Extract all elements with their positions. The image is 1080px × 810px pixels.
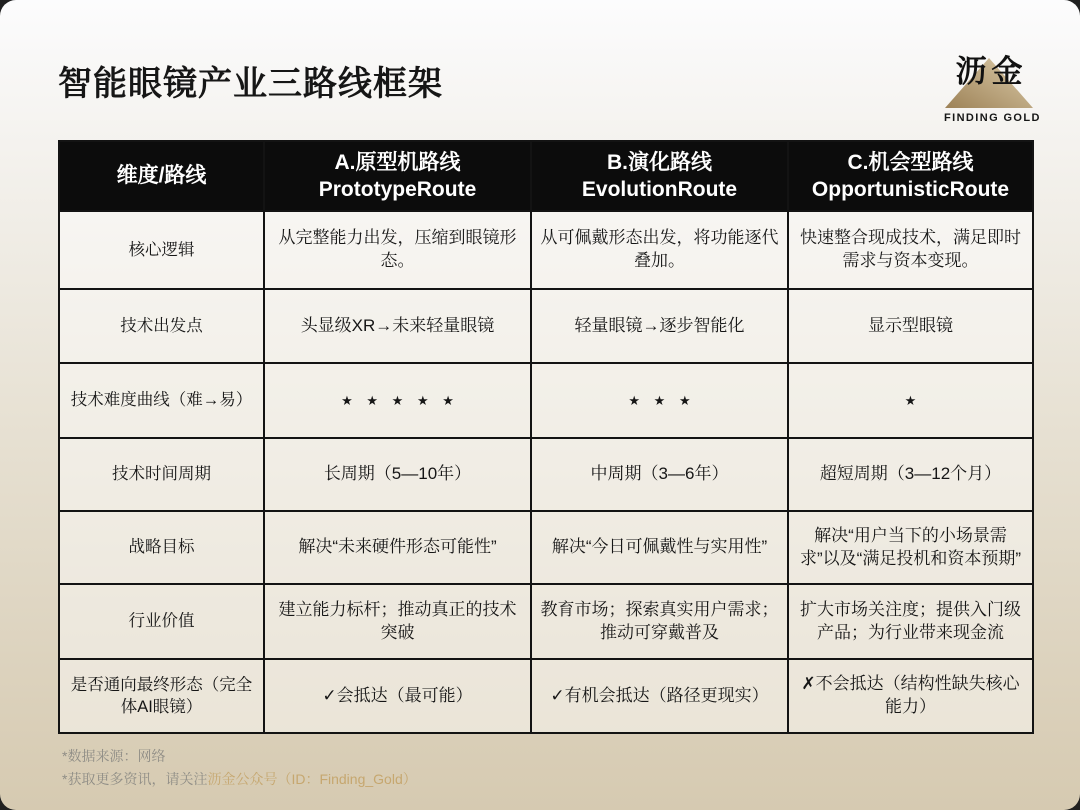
finding-gold-logo — [944, 42, 1041, 124]
row-label: 行业价值 — [59, 584, 264, 659]
cell-route-c: ✗不会抵达（结构性缺失核心能力） — [788, 659, 1033, 733]
table-row-industry-value — [59, 584, 1033, 659]
logo-subtitle: FINDING GOLD — [944, 112, 1041, 124]
table-row-core-logic — [59, 211, 1033, 289]
cell-route-a: 从完整能力出发，压缩到眼镜形态。 — [264, 211, 531, 289]
header-route-b — [531, 141, 788, 211]
cell-route-b: 轻量眼镜→逐步智能化 — [531, 289, 788, 363]
cell-route-b-stars: ★ ★ ★ — [531, 363, 788, 438]
table-header-row — [59, 141, 1033, 211]
cell-route-a: 头显级XR→未来轻量眼镜 — [264, 289, 531, 363]
cell-route-a: 长周期（5—10年） — [264, 438, 531, 511]
cell-route-b: 教育市场；探索真实用户需求；推动可穿戴普及 — [531, 584, 788, 659]
footnote-more-info-gray: *获取更多资讯，请关注 — [62, 771, 208, 787]
cell-route-c-stars: ★ — [788, 363, 1033, 438]
header-dimension — [59, 141, 264, 211]
row-label: 战略目标 — [59, 511, 264, 584]
table-row-final-form — [59, 659, 1033, 733]
row-label: 技术难度曲线（难→易） — [59, 363, 264, 438]
header-route-c — [788, 141, 1033, 211]
table-row-tech-start — [59, 289, 1033, 363]
table-row-difficulty — [59, 363, 1033, 438]
cell-route-a-stars: ★ ★ ★ ★ ★ — [264, 363, 531, 438]
cell-route-b: ✓有机会抵达（路径更现实） — [531, 659, 788, 733]
cell-route-a: 解决“未来硬件形态可能性” — [264, 511, 531, 584]
header-route-a-en: PrototypeRoute — [318, 178, 477, 201]
page-title: 智能眼镜产业三路线框架 — [58, 65, 443, 103]
logo-name: 沥金 — [955, 54, 1028, 89]
footnote-wechat-account: 沥金公众号（ID：Finding_Gold） — [207, 771, 417, 787]
cell-route-b: 从可佩戴形态出发，将功能逐代叠加。 — [531, 211, 788, 289]
row-label: 技术时间周期 — [59, 438, 264, 511]
table-row-time-cycle — [59, 438, 1033, 511]
row-label: 是否通向最终形态（完全体AI眼镜） — [59, 659, 264, 733]
cell-route-b: 中周期（3—6年） — [531, 438, 788, 511]
cell-route-a: 建立能力标杆；推动真正的技术突破 — [264, 584, 531, 659]
cell-route-b: 解决“今日可佩戴性与实用性” — [531, 511, 788, 584]
row-label: 技术出发点 — [59, 289, 264, 363]
cell-route-c: 超短周期（3—12个月） — [788, 438, 1033, 511]
cell-route-c: 解决“用户当下的小场景需求”以及“满足投机和资本预期” — [788, 511, 1033, 584]
three-route-framework-table — [58, 140, 1034, 734]
cell-route-c: 显示型眼镜 — [788, 289, 1033, 363]
cell-route-c: 快速整合现成技术，满足即时需求与资本变现。 — [788, 211, 1033, 289]
footnote-data-source: *数据来源：网络 — [62, 748, 166, 764]
footnote-more-info — [62, 771, 417, 788]
header-route-c-en: OpportunisticRoute — [811, 178, 1010, 201]
header-dimension-label: 维度/路线 — [116, 164, 207, 188]
table-row-strategic-goal — [59, 511, 1033, 584]
header-route-b-en: EvolutionRoute — [581, 178, 738, 201]
header-route-b-cn: B.演化路线 — [607, 150, 712, 174]
cell-route-c: 扩大市场关注度；提供入门级产品；为行业带来现金流 — [788, 584, 1033, 659]
header-route-c-cn: C.机会型路线 — [847, 150, 974, 174]
header-route-a-cn: A.原型机路线 — [334, 150, 461, 174]
header-route-a — [264, 141, 531, 211]
cell-route-a: ✓会抵达（最可能） — [264, 659, 531, 733]
row-label: 核心逻辑 — [59, 211, 264, 289]
